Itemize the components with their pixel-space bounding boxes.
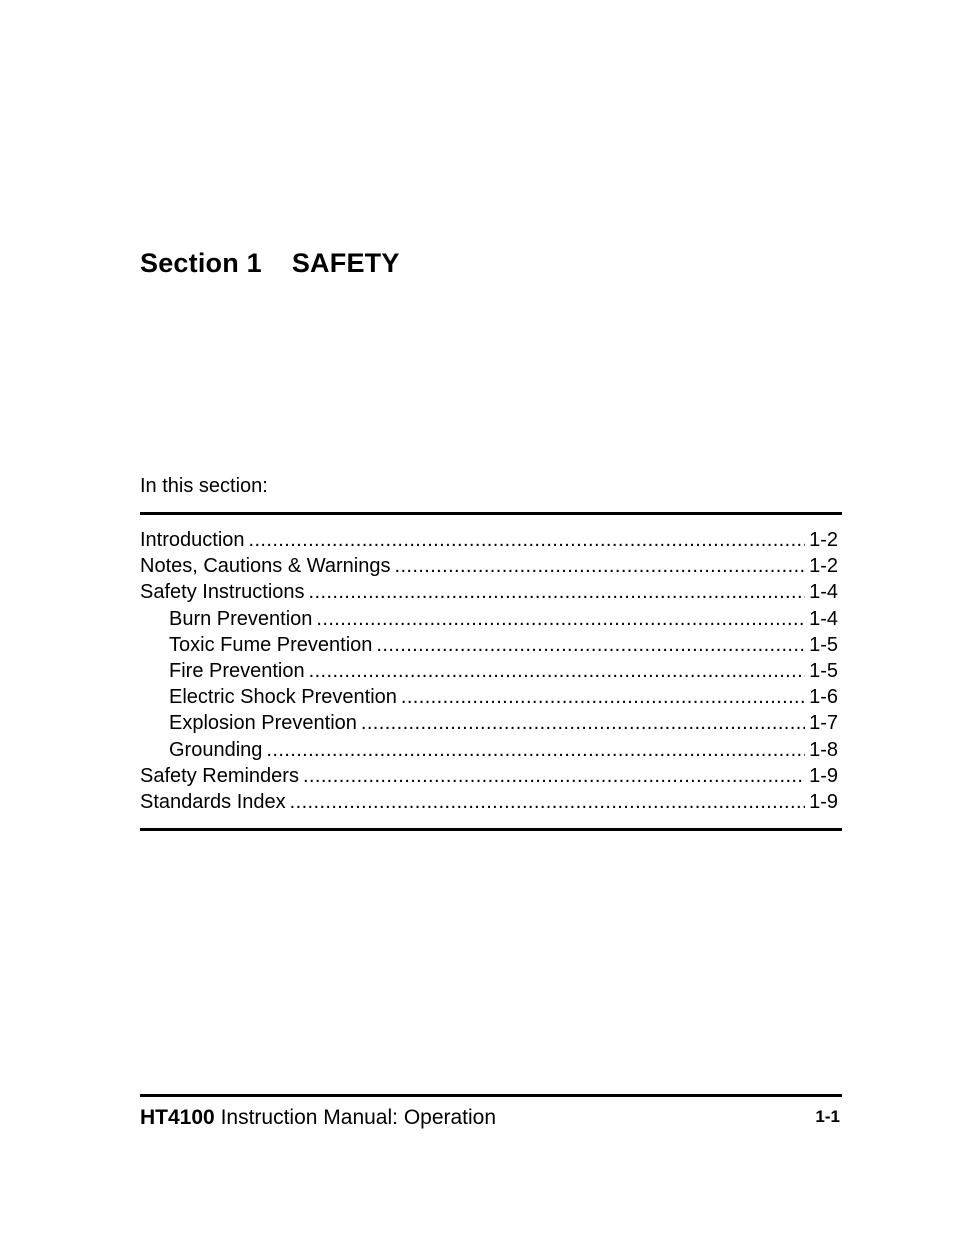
toc-entry-notes-cautions-warnings[interactable] <box>140 553 842 579</box>
toc-entry-page: 1-5 <box>809 633 838 656</box>
toc-entry-page: 1-9 <box>809 790 838 813</box>
page-footer <box>140 1094 842 1129</box>
table-of-contents <box>140 512 842 831</box>
toc-dot-leader <box>361 710 805 736</box>
toc-entry-page: 1-4 <box>809 581 838 604</box>
toc-entry-explosion-prevention[interactable] <box>140 710 842 736</box>
toc-dot-leader <box>249 527 806 553</box>
toc-entry-page: 1-2 <box>809 555 838 578</box>
toc-entry-page: 1-2 <box>809 529 838 551</box>
toc-entry-page: 1-4 <box>809 607 838 630</box>
toc-entry-title: Safety Reminders <box>140 764 299 787</box>
toc-entry-safety-instructions[interactable] <box>140 579 842 605</box>
section-heading <box>140 248 400 279</box>
toc-entry-electric-shock-prevention[interactable] <box>140 684 842 710</box>
toc-dot-leader <box>309 579 806 605</box>
toc-entry-title: Fire Prevention <box>169 659 305 682</box>
toc-dot-leader <box>266 737 805 763</box>
toc-entry-standards-index[interactable] <box>140 789 842 815</box>
toc-entry-page: 1-9 <box>809 764 838 787</box>
toc-entry-title: Grounding <box>169 738 263 761</box>
toc-entry-fire-prevention[interactable] <box>140 658 842 684</box>
toc-entry-page: 1-7 <box>809 712 838 735</box>
toc-dot-leader <box>303 763 805 789</box>
toc-entry-title: Explosion Prevention <box>169 712 357 735</box>
toc-entry-title: Toxic Fume Prevention <box>169 633 373 656</box>
toc-entry-toxic-fume-prevention[interactable] <box>140 632 842 658</box>
toc-entry-title: Electric Shock Prevention <box>169 686 397 709</box>
toc-dot-leader <box>394 553 805 579</box>
toc-entry-page: 1-5 <box>809 659 838 682</box>
toc-entry-title: Standards Index <box>140 790 286 813</box>
footer-page-number: 1-1 <box>815 1107 840 1126</box>
toc-entry-page: 1-8 <box>809 738 838 761</box>
toc-entry-introduction[interactable] <box>140 527 842 553</box>
toc-dot-leader <box>309 658 805 684</box>
toc-entry-title: Notes, Cautions & Warnings <box>140 555 391 578</box>
toc-dot-leader <box>401 684 805 710</box>
toc-entry-safety-reminders[interactable] <box>140 763 842 789</box>
in-this-section-label: In this section: <box>140 475 268 497</box>
toc-dot-leader <box>316 606 805 632</box>
toc-entry-page: 1-6 <box>809 686 838 709</box>
footer-manual-title <box>140 1106 496 1130</box>
toc-dot-leader <box>290 789 805 815</box>
section-number: Section 1 <box>140 248 262 278</box>
toc-entry-title: Introduction <box>140 529 245 551</box>
toc-entry-title: Safety Instructions <box>140 581 305 604</box>
footer-model-name: HT4100 <box>140 1106 215 1129</box>
footer-manual-name: Instruction Manual: Operation <box>220 1106 497 1129</box>
toc-entry-burn-prevention[interactable] <box>140 606 842 632</box>
toc-dot-leader <box>376 632 805 658</box>
toc-entry-grounding[interactable] <box>140 737 842 763</box>
section-title: SAFETY <box>291 248 400 278</box>
toc-entry-title: Burn Prevention <box>169 607 313 630</box>
